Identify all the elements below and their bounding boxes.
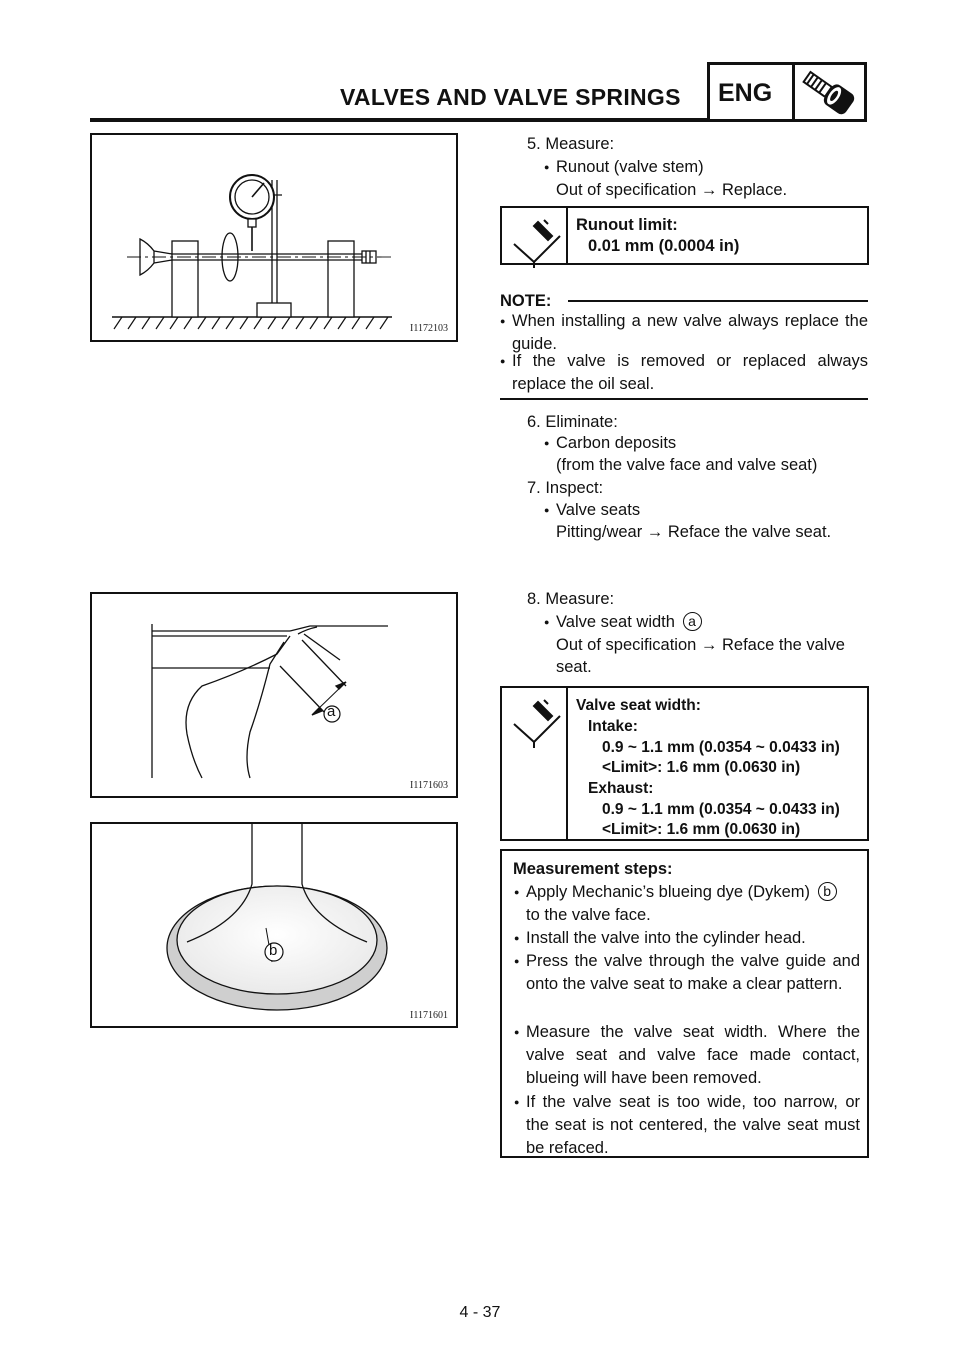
step-5-bullet: ● Runout (valve stem) [556, 156, 704, 179]
step-6-heading: 6. Eliminate: [527, 413, 618, 431]
marker-a [683, 612, 702, 631]
step-7-heading: 7. Inspect: [527, 479, 604, 497]
figure-seat-width [90, 592, 458, 798]
seat-width-illustration [92, 594, 460, 800]
page-title: VALVES AND VALVE SPRINGS [340, 84, 681, 110]
note-label: NOTE: [500, 292, 552, 310]
figure-code: I1171601 [410, 1010, 448, 1021]
marker-a-letter: a [688, 613, 696, 629]
spec-runout-value: 0.01 mm (0.0004 in) [588, 237, 740, 255]
note-rule-bottom [500, 398, 868, 400]
header-rule [90, 118, 707, 122]
eng-badge [707, 62, 867, 122]
blueing-illustration [92, 824, 460, 1030]
callout-b: b [269, 942, 278, 959]
figure-blueing [90, 822, 458, 1028]
note-item: ● When installing a new valve always replace the guide. [512, 310, 868, 356]
measurement-step: ● Press the valve through the valve guide and onto the valve seat to make a clear pattern. [526, 950, 860, 996]
measurement-step [526, 881, 837, 904]
step-8-heading: 8. Measure: [527, 590, 615, 608]
figure-code: I1171603 [410, 780, 448, 791]
measurement-step: ● If the valve seat is too wide, too narrow, or the seat is not centered, the valve seat must be refaced. [526, 1091, 860, 1160]
measurement-steps-box [500, 849, 869, 1158]
step-6-bullet: ● Carbon deposits [556, 432, 676, 455]
figure-runout [90, 133, 458, 342]
step-6-detail: (from the valve face and valve seat) [556, 456, 818, 474]
measurement-step: ● Measure the valve seat width. Where the valve seat and valve face made contact, blueing will have been removed. [526, 1021, 860, 1090]
spec-intake-limit: <Limit>: 1.6 mm (0.0630 in) [602, 759, 801, 776]
spec-width-box [500, 686, 869, 841]
spec-intake-label: Intake: [588, 718, 638, 735]
wrench-icon [798, 69, 862, 117]
measurement-step: ● Install the valve into the cylinder head. [526, 927, 806, 950]
step-8-bullet [556, 611, 702, 634]
spec-exhaust-value: 0.9 ~ 1.1 mm (0.0354 ~ 0.0433 in) [602, 801, 840, 818]
callout-a: a [327, 703, 336, 720]
badge-divider [792, 65, 795, 119]
note-rule-top [568, 300, 868, 302]
runout-illustration [92, 135, 460, 344]
step-7-bullet: ● Valve seats [556, 499, 640, 522]
marker-b-letter: b [823, 883, 831, 899]
measurement-step-continued: to the valve face. [526, 906, 651, 924]
eng-badge-label: ENG [718, 79, 773, 107]
caliper-icon [508, 214, 562, 268]
step-7-action: Pitting/wear → Reface the valve seat. [556, 523, 832, 541]
note-item: ● If the valve is removed or replaced always replace the oil seal. [512, 350, 868, 396]
step-5-heading: 5. Measure: [527, 135, 615, 153]
spec-divider [566, 688, 568, 839]
measurement-step-text: Apply Mechanic’s blueing dye (Dykem) [526, 883, 810, 901]
spec-divider [566, 208, 568, 263]
spec-exhaust-limit: <Limit>: 1.6 mm (0.0630 in) [602, 821, 801, 838]
measurement-steps-title: Measurement steps: [513, 860, 673, 878]
marker-b [818, 882, 837, 901]
page-number: 4 - 37 [459, 1304, 501, 1321]
spec-intake-value: 0.9 ~ 1.1 mm (0.0354 ~ 0.0433 in) [602, 739, 840, 756]
caliper-icon [508, 694, 562, 748]
spec-exhaust-label: Exhaust: [588, 780, 654, 797]
step-8-action-line1: Out of specification → Reface the valve [556, 636, 845, 654]
figure-code: I1172103 [410, 323, 448, 334]
spec-runout-box [500, 206, 869, 265]
spec-width-label: Valve seat width: [576, 697, 701, 714]
spec-runout-label: Runout limit: [576, 216, 678, 234]
step-8-bullet-text: Valve seat width [556, 613, 675, 631]
step-8-action-line2: seat. [556, 658, 592, 676]
step-5-action: Out of specification → Replace. [556, 181, 788, 199]
